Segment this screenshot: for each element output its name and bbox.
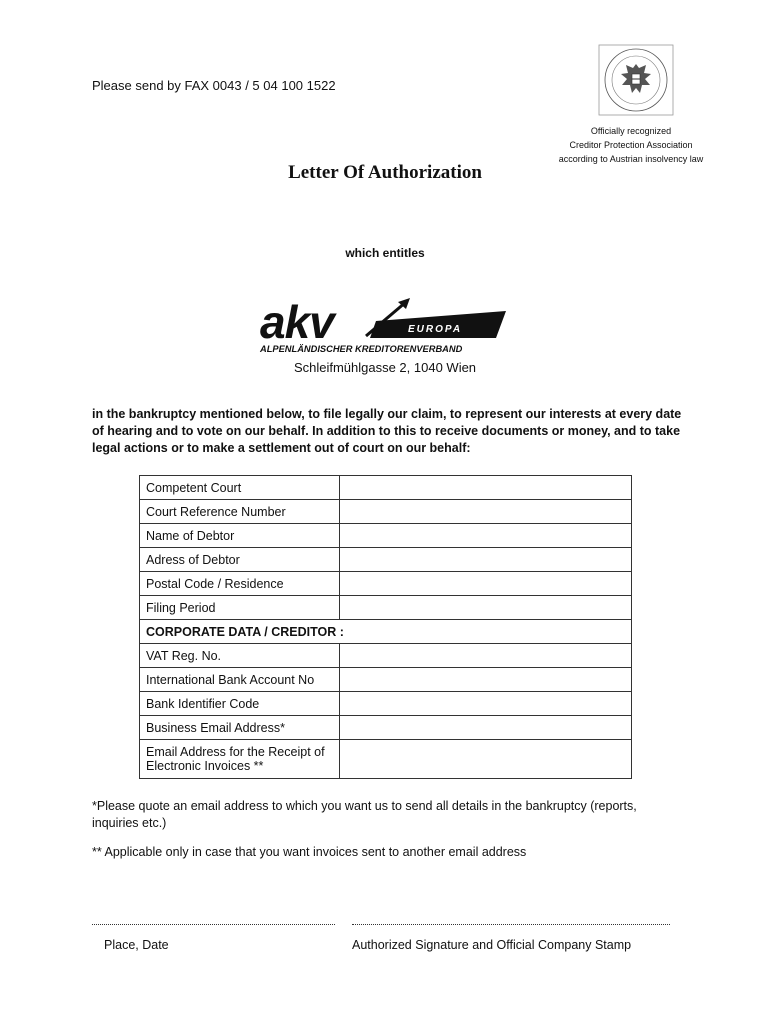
creditor-data-form xyxy=(139,475,632,779)
logo-sub-text: EUROPA xyxy=(408,324,463,335)
bic-field[interactable] xyxy=(340,692,632,716)
invoice-email-label xyxy=(140,740,340,779)
table-row xyxy=(140,476,632,500)
invoice-footnote: ** Applicable only in case that you want invoices sent to another email address xyxy=(92,845,527,859)
table-row xyxy=(140,572,632,596)
recognition-note xyxy=(540,124,722,166)
place-date-line[interactable] xyxy=(92,924,335,925)
debtor-address-label: Adress of Debtor xyxy=(140,548,340,572)
company-address: Schleifmühlgasse 2, 1040 Wien xyxy=(293,360,477,375)
fax-instruction: Please send by FAX 0043 / 5 04 100 1522 xyxy=(92,78,336,93)
invoice-email-label-line-2: Electronic Invoices ** xyxy=(146,759,264,773)
table-row xyxy=(140,644,632,668)
recognition-line-1: Officially recognized xyxy=(590,126,672,136)
iban-field[interactable] xyxy=(340,668,632,692)
vat-field[interactable] xyxy=(340,644,632,668)
postal-code-label: Postal Code / Residence xyxy=(140,572,340,596)
logo-name-text: ALPENLÄNDISCHER KREDITORENVERBAND xyxy=(260,344,463,354)
debtor-name-label: Name of Debtor xyxy=(140,524,340,548)
invoice-email-field[interactable] xyxy=(340,740,632,779)
court-reference-field[interactable] xyxy=(340,500,632,524)
table-row xyxy=(140,500,632,524)
table-row xyxy=(140,620,632,644)
entitles-text: which entitles xyxy=(345,246,425,260)
postal-code-field[interactable] xyxy=(340,572,632,596)
court-reference-label: Court Reference Number xyxy=(140,500,340,524)
place-date-label: Place, Date xyxy=(104,938,169,952)
invoice-email-label-line-1: Email Address for the Receipt of xyxy=(146,745,325,759)
iban-label: International Bank Account No xyxy=(140,668,340,692)
filing-period-field[interactable] xyxy=(340,596,632,620)
logo-main-text: akv xyxy=(260,296,334,348)
recognition-line-2: Creditor Protection Association xyxy=(569,140,693,150)
akv-logo xyxy=(258,296,514,358)
bic-label: Bank Identifier Code xyxy=(140,692,340,716)
signature-line[interactable] xyxy=(352,924,670,925)
business-email-field[interactable] xyxy=(340,716,632,740)
table-row xyxy=(140,692,632,716)
table-row xyxy=(140,716,632,740)
authorization-text: in the bankruptcy mentioned below, to file legally our claim, to represent our interests at every date of hearing and to vote on our behalf. In addition to this to receive documents or money, and to take legal actions or to make a settlement out of court on our behalf: xyxy=(92,407,682,455)
table-row xyxy=(140,740,632,779)
table-row xyxy=(140,668,632,692)
official-seal-icon xyxy=(598,44,674,116)
debtor-address-field[interactable] xyxy=(340,548,632,572)
recognition-line-3: according to Austrian insolvency law xyxy=(558,154,704,164)
email-footnote: *Please quote an email address to which you want us to send all details in the bankruptcy (reports, inquiries etc.) xyxy=(92,799,637,830)
table-row xyxy=(140,524,632,548)
page-title: Letter Of Authorization xyxy=(288,162,482,183)
table-row xyxy=(140,548,632,572)
corporate-data-heading: CORPORATE DATA / CREDITOR : xyxy=(140,620,632,644)
filing-period-label: Filing Period xyxy=(140,596,340,620)
debtor-name-field[interactable] xyxy=(340,524,632,548)
competent-court-field[interactable] xyxy=(340,476,632,500)
table-row xyxy=(140,596,632,620)
business-email-label: Business Email Address* xyxy=(140,716,340,740)
competent-court-label: Competent Court xyxy=(140,476,340,500)
vat-label: VAT Reg. No. xyxy=(140,644,340,668)
signature-label: Authorized Signature and Official Company Stamp xyxy=(352,938,632,952)
